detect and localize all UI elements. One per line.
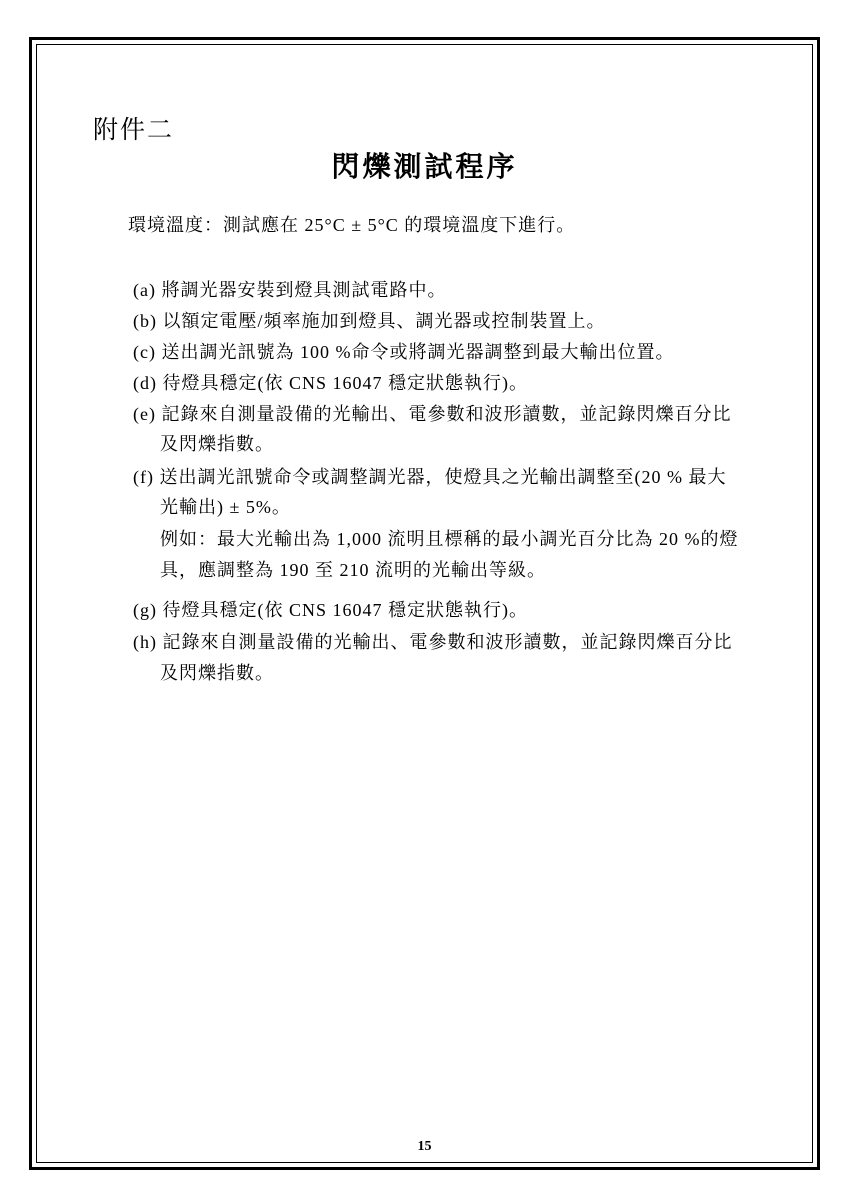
step-b: (b) 以額定電壓/頻率施加到燈具、調光器或控制裝置上。 bbox=[133, 311, 606, 331]
step-h: (h) 記錄來自測量設備的光輸出、電參數和波形讀數，並記錄閃爍百分比 bbox=[133, 632, 733, 652]
step-e: (e) 記錄來自測量設備的光輸出、電參數和波形讀數，並記錄閃爍百分比 bbox=[133, 404, 732, 424]
step-d: (d) 待燈具穩定(依 CNS 16047 穩定狀態執行)。 bbox=[133, 373, 528, 393]
example-note: 例如：最大光輸出為 1,000 流明且標稱的最小調光百分比為 20 %的燈 bbox=[160, 529, 739, 549]
step-h-continuation: 及閃爍指數。 bbox=[160, 663, 274, 683]
step-e-continuation: 及閃爍指數。 bbox=[160, 434, 274, 454]
step-c: (c) 送出調光訊號為 100 %命令或將調光器調整到最大輸出位置。 bbox=[133, 342, 675, 362]
step-f-continuation: 光輸出) ± 5%。 bbox=[160, 497, 291, 517]
example-note-continuation: 具，應調整為 190 至 210 流明的光輸出等級。 bbox=[160, 560, 546, 580]
page-number: 15 bbox=[417, 1139, 432, 1154]
step-g: (g) 待燈具穩定(依 CNS 16047 穩定狀態執行)。 bbox=[133, 600, 528, 620]
step-a: (a) 將調光器安裝到燈具測試電路中。 bbox=[133, 280, 447, 300]
document-title: 閃爍測試程序 bbox=[331, 152, 518, 183]
environment-condition: 環境溫度：測試應在 25°C ± 5°C 的環境溫度下進行。 bbox=[128, 215, 576, 235]
attachment-label: 附件二 bbox=[93, 117, 175, 144]
step-f: (f) 送出調光訊號命令或調整調光器，使燈具之光輸出調整至(20 % 最大 bbox=[133, 467, 727, 487]
